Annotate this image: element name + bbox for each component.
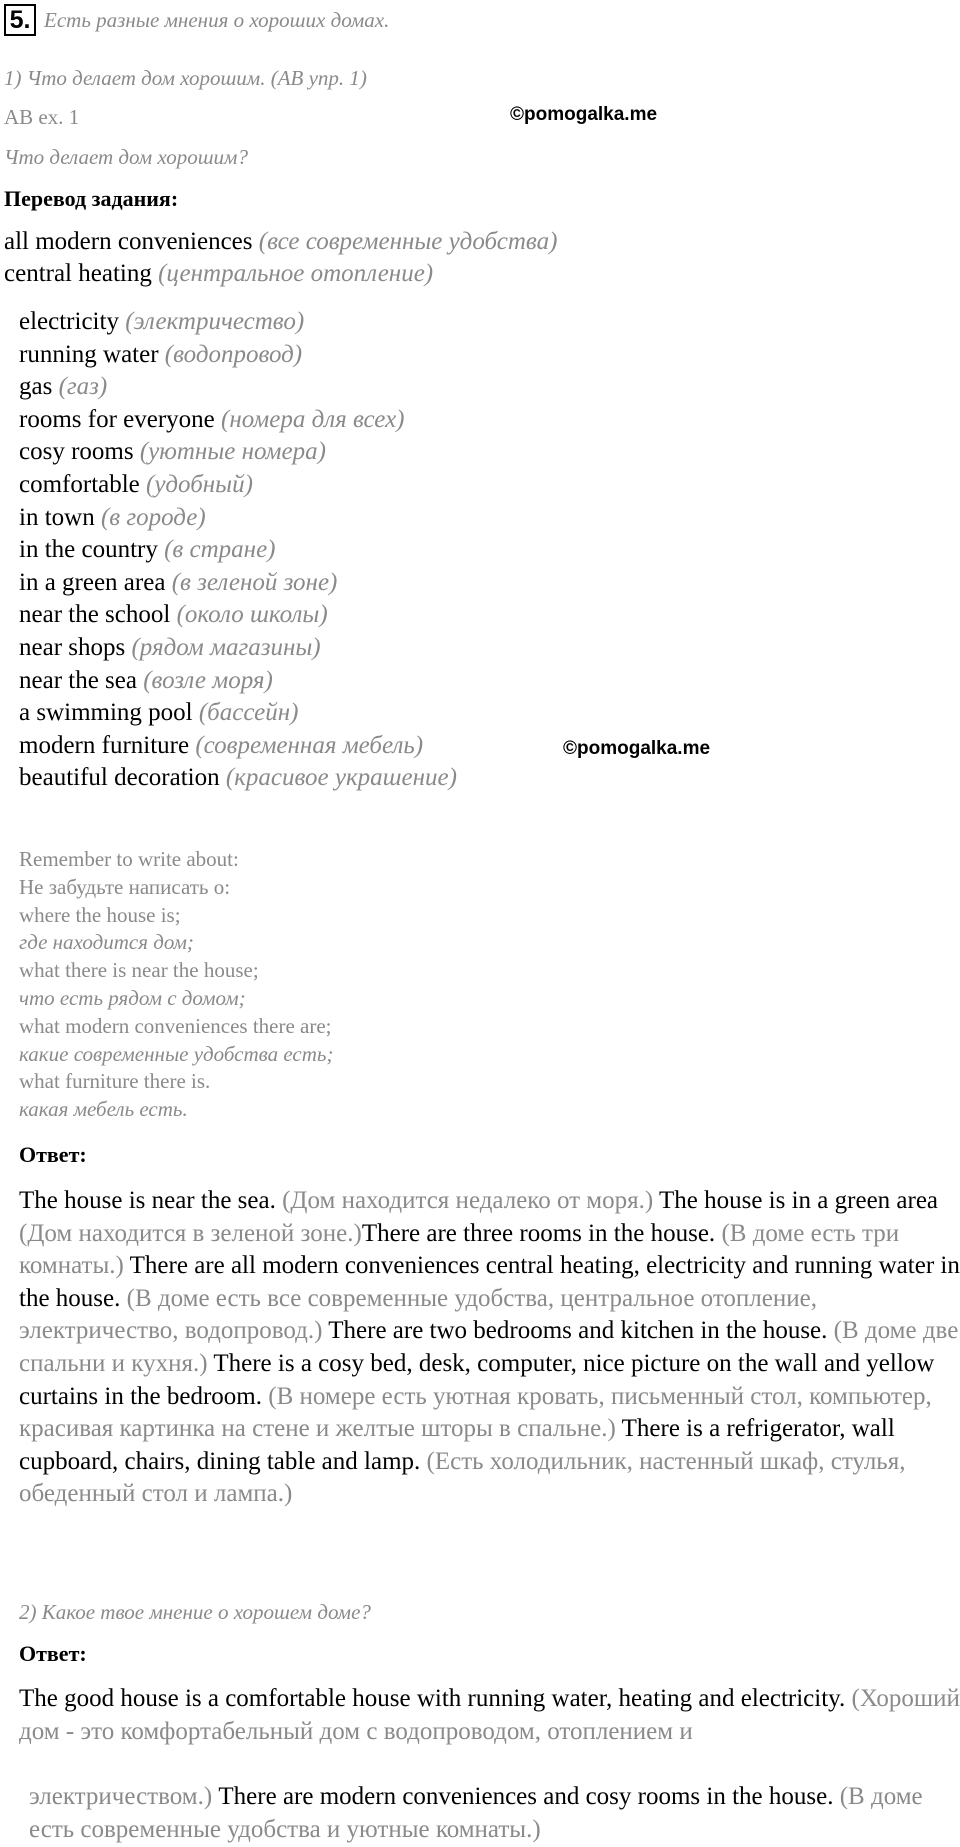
vocab-en: cosy rooms <box>19 438 134 466</box>
answer-label: Ответ: <box>19 1641 87 1666</box>
remember-line: что есть рядом с домом; <box>19 985 246 1010</box>
answer-paragraph-3 <box>29 1781 959 1846</box>
vocab-item <box>19 469 457 502</box>
vocab-list <box>19 306 457 795</box>
translation-heading: Перевод задания: <box>4 186 179 211</box>
answer-sentence: There is a cosy bed, desk, computer, nice picture on the wall and yellow curtains in the bedroom. <box>19 1349 935 1410</box>
vocab-ru: (газ) <box>58 373 108 401</box>
vocab-item <box>19 534 457 567</box>
vocab-item <box>4 228 557 256</box>
remember-line: Не забудьте написать о: <box>19 874 231 899</box>
vocab-item <box>19 371 457 404</box>
vocab-item <box>19 665 457 698</box>
vocab-en: rooms for everyone <box>19 405 215 433</box>
remember-line: Remember to write about: <box>19 847 239 871</box>
vocab-ru: (удобный) <box>146 470 253 498</box>
vocab-item <box>19 436 457 469</box>
answer-translation: (В доме есть все современные удобства, центральное отопление, электричество, водопровод.) <box>19 1284 817 1345</box>
remember-line: где находится дом; <box>19 930 194 955</box>
vocab-en: near the school <box>19 601 171 629</box>
answer-paragraph-1 <box>19 1185 960 1511</box>
answer-sentence: The good house is a comfortable house with running water, heating and electricity. <box>19 1685 846 1712</box>
part2-heading: 2) Какое твое мнение о хорошем доме? <box>19 1600 371 1624</box>
answer-sentence: There is a refrigerator, wall cupboard, chairs, dining table and lamp. <box>19 1415 895 1475</box>
watermark: ©pomogalka.me <box>563 738 711 759</box>
task-title: Есть разные мнения о хороших домах. <box>44 8 390 32</box>
vocab-ru: (уютные номера) <box>139 438 326 466</box>
answer-translation: (Дом находится в зеленой зоне.) <box>19 1219 362 1247</box>
vocab-item <box>19 339 457 372</box>
vocab-en: near shops <box>19 633 126 661</box>
remember-list <box>19 846 333 1124</box>
vocab-ru: (центральное отопление) <box>158 260 434 287</box>
vocab-en: in a green area <box>19 568 166 596</box>
answer-sentence: The house is in a green area <box>653 1187 939 1214</box>
vocab-en: near the sea <box>19 666 137 694</box>
vocab-en: comfortable <box>19 470 140 498</box>
answer-sentence: There are two bedrooms and kitchen in the house. <box>322 1317 828 1345</box>
vocab-item <box>19 697 457 730</box>
answer-sentence: There are modern conveniences and cosy rooms in the house. <box>212 1783 834 1810</box>
vocab-ru: (в зеленой зоне) <box>171 568 338 596</box>
vocab-ru: (в городе) <box>100 503 206 531</box>
remember-line: what furniture there is. <box>19 1069 211 1094</box>
vocab-ru: (современная мебель) <box>195 731 424 759</box>
remember-line: where the house is; <box>19 902 181 927</box>
part1-question: Что делает дом хорошим? <box>4 145 248 169</box>
vocab-ru: (красивое украшение) <box>225 764 457 792</box>
answer-paragraph-2 <box>19 1683 960 1748</box>
vocab-item <box>19 762 457 795</box>
vocab-ru: (рядом магазины) <box>131 633 321 661</box>
watermark: ©pomogalka.me <box>510 104 658 125</box>
vocab-item <box>19 599 457 632</box>
answer-translation: (В доме есть современные удобства и уютные комнаты.) <box>29 1783 923 1843</box>
vocab-en: all modern conveniences <box>4 228 253 255</box>
vocab-en: in town <box>19 503 95 531</box>
vocab-item <box>19 404 457 437</box>
vocab-en: beautiful decoration <box>19 764 220 792</box>
vocab-en: gas <box>19 373 53 401</box>
answer-sentence: The house is near the sea. <box>19 1187 276 1214</box>
answer-translation: (Есть холодильник, настенный шкаф, стулья, обеденный стол и лампа.) <box>19 1447 906 1508</box>
vocab-item <box>19 567 457 600</box>
vocab-ru: (электричество) <box>125 308 305 335</box>
vocab-en: central heating <box>4 260 152 287</box>
vocab-item <box>4 260 433 288</box>
answer-sentence: There are three rooms in the house. <box>361 1219 716 1247</box>
answer-translation: (В доме есть три комнаты.) <box>19 1219 900 1280</box>
vocab-item <box>19 306 457 339</box>
answer-sentence: There are all modern conveniences central heating, electricity and running water in the house. <box>19 1252 960 1312</box>
answer-translation: электричеством.) <box>29 1783 213 1810</box>
ab-exercise-label: AB ex. 1 <box>4 105 80 129</box>
remember-line: какие современные удобства есть; <box>19 1041 334 1066</box>
vocab-ru: (номера для всех) <box>221 405 405 433</box>
remember-line: what modern conveniences there are; <box>19 1013 332 1038</box>
vocab-item <box>19 632 457 665</box>
vocab-ru: (около школы) <box>176 601 328 629</box>
vocab-ru: (все современные удобства) <box>258 228 558 255</box>
answer-translation: (Хороший дом - это комфортабельный дом с водопроводом, отоплением и <box>19 1685 960 1745</box>
answer-label: Ответ: <box>19 1142 87 1167</box>
vocab-ru: (возле моря) <box>143 666 273 694</box>
vocab-item <box>19 730 457 763</box>
vocab-en: electricity <box>19 308 119 335</box>
remember-line: what there is near the house; <box>19 958 259 983</box>
part1-heading: 1) Что делает дом хорошим. (АВ упр. 1) <box>4 66 367 90</box>
vocab-en: modern furniture <box>19 731 190 759</box>
vocab-en: running water <box>19 340 159 368</box>
task-number: 5. <box>4 4 36 36</box>
answer-translation: (В номере есть уютная кровать, письменный стол, компьютер, красивая картинка на стене и желтые шторы в спальне.) <box>19 1382 932 1443</box>
vocab-item <box>19 502 457 535</box>
answer-translation: (Дом находится недалеко от моря.) <box>275 1187 654 1214</box>
vocab-en: in the country <box>19 536 158 564</box>
vocab-ru: (в стране) <box>164 536 276 564</box>
answer-translation: (В доме две спальни и кухня.) <box>19 1317 959 1377</box>
vocab-en: a swimming pool <box>19 699 193 727</box>
remember-line: какая мебель есть. <box>19 1097 188 1122</box>
vocab-ru: (бассейн) <box>198 699 299 727</box>
vocab-ru: (водопровод) <box>164 340 303 368</box>
